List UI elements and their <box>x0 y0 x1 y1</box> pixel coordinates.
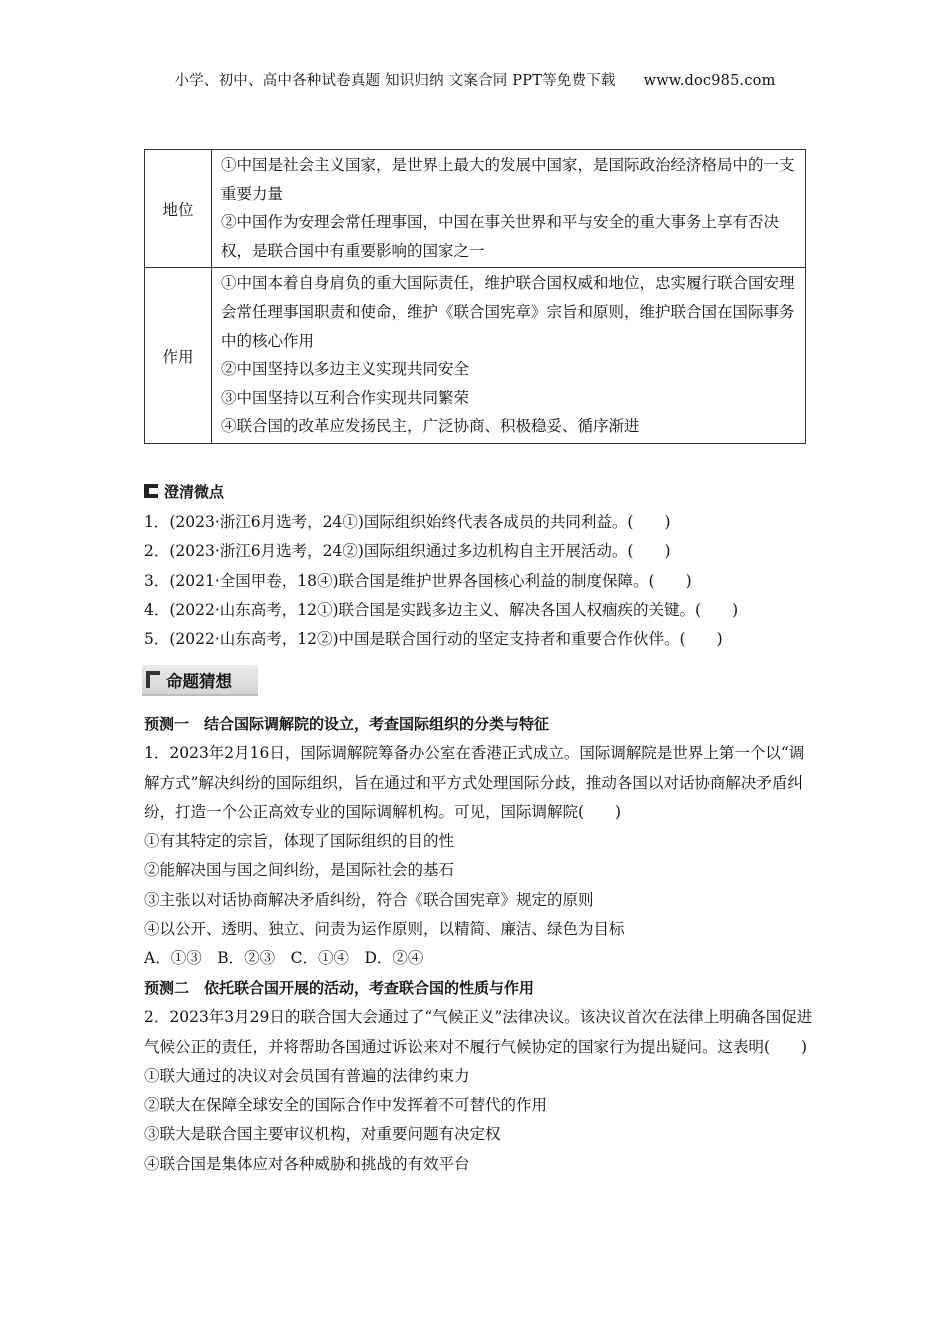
q1-option: ③主张以对话协商解决矛盾纠纷，符合《联合国宪章》规定的原则 <box>144 890 594 909</box>
row-line: ③中国坚持以互利合作实现共同繁荣 <box>221 388 470 407</box>
predict-title: 命题猜想 <box>166 671 232 691</box>
q2-heading: 预测二 依托联合国开展的活动，考查联合国的性质与作用 <box>144 979 535 997</box>
q2-option: ④联合国是集体应对各种威胁和挑战的有效平台 <box>144 1154 470 1173</box>
list-item: 5．(2022·山东高考，12②)中国是联合国行动的坚定支持者和重要合作伙伴。( ) <box>144 630 723 649</box>
predict-section-title <box>142 665 258 696</box>
q1-option: ①有其特定的宗旨，体现了国际组织的目的性 <box>144 832 455 851</box>
table-row <box>145 268 806 444</box>
q1-option: ②能解决国与国之间纠纷，是国际社会的基石 <box>144 861 455 880</box>
row-line: ④联合国的改革应发扬民主，广泛协商、积极稳妥、循序渐进 <box>221 417 640 436</box>
q1-choices: A．①③ B．②③ C．①④ D．②④ <box>144 949 424 968</box>
table-row <box>145 150 806 268</box>
list-item: 4．(2022·山东高考，12①)联合国是实践多边主义、解决各国人权痼疾的关键。( ) <box>144 600 739 619</box>
row-label: 作用 <box>145 268 212 444</box>
header-site: www.doc985.com <box>643 73 776 89</box>
clarify-section-title <box>144 480 224 502</box>
page-header <box>0 69 950 90</box>
q2-option: ①联大通过的决议对会员国有普遍的法律约束力 <box>144 1066 470 1085</box>
row-line: ②中国坚持以多边主义实现共同安全 <box>221 360 470 379</box>
row-line: ①中国是社会主义国家，是世界上最大的发展中国家，是国际政治经济格局中的一支重要力量 <box>221 156 795 203</box>
list-item: 2．(2023·浙江6月选考，24②)国际组织通过多边机构自主开展活动。( ) <box>144 542 671 561</box>
q2-stem: 2．2023年3月29日的联合国大会通过了“气候正义”法律决议。该决议首次在法律上明确各国促进气候公正的责任，并将帮助各国通过诉讼来对不履行气候协定的国家行为提出疑问。这表明( ) <box>144 1008 813 1056</box>
clarify-title: 澄清微点 <box>164 482 225 501</box>
section-corner-icon <box>146 671 160 688</box>
section-marker-icon <box>144 484 158 498</box>
question-1 <box>144 710 819 974</box>
q2-option: ③联大是联合国主要审议机构，对重要问题有决定权 <box>144 1125 501 1144</box>
q1-stem: 1．2023年2月16日，国际调解院筹备办公室在香港正式成立。国际调解院是世界上第一个以“调解方式”解决纠纷的国际组织，旨在通过和平方式处理国际分歧，推动各国以对话协商解决矛盾纠纷，打造一个公正高效专业的国际调解机构。可见，国际调解院( ) <box>144 744 805 821</box>
row-content <box>212 268 806 444</box>
row-content <box>212 150 806 268</box>
info-table <box>144 149 806 444</box>
q1-heading: 预测一 结合国际调解院的设立，考查国际组织的分类与特征 <box>144 715 550 733</box>
row-line: ②中国作为安理会常任理事国，中国在事关世界和平与安全的重大事务上享有否决权，是联合国中有重要影响的国家之一 <box>221 213 780 260</box>
q1-option: ④以公开、透明、独立、问责为运作原则，以精简、廉洁、绿色为目标 <box>144 920 625 939</box>
question-2 <box>144 974 819 1179</box>
q2-option: ②联大在保障全球安全的国际合作中发挥着不可替代的作用 <box>144 1096 548 1115</box>
clarify-list <box>144 508 824 654</box>
row-label: 地位 <box>145 150 212 268</box>
list-item: 1．(2023·浙江6月选考，24①)国际组织始终代表各成员的共同利益。( ) <box>144 513 671 531</box>
row-line: ①中国本着自身肩负的重大国际责任，维护联合国权威和地位，忠实履行联合国安理会常任理事国职责和使命，维护《联合国宪章》宗旨和原则，维护联合国在国际事务中的核心作用 <box>221 274 795 350</box>
list-item: 3．(2021·全国甲卷，18④)联合国是维护世界各国核心利益的制度保障。( ) <box>144 571 692 590</box>
header-text: 小学、初中、高中各种试卷真题 知识归纳 文案合同 PPT等免费下载 <box>174 73 616 89</box>
